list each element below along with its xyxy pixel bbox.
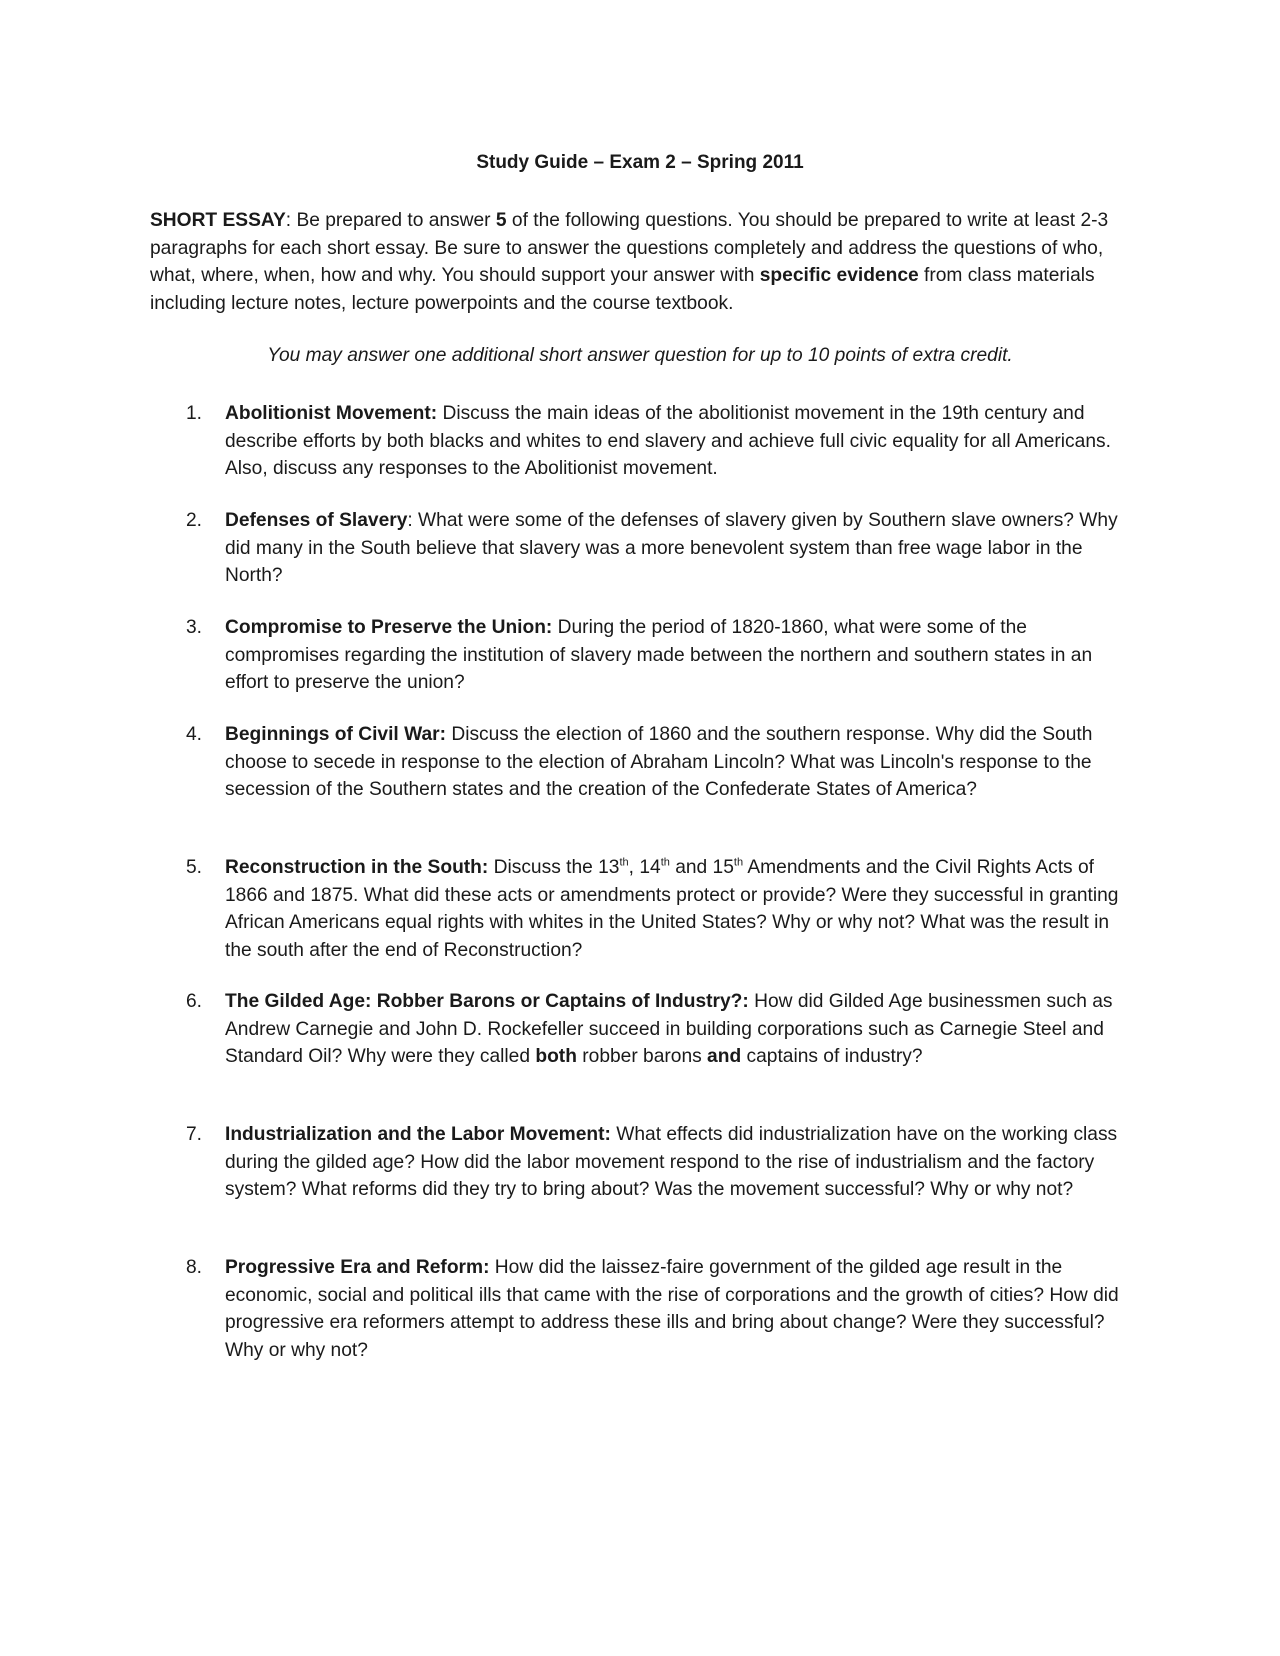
question-body-b: , 14 [628, 857, 661, 878]
question-text [225, 400, 1130, 483]
question-body: How did the laissez-faire government of the gilded age result in the economic, social and political ills that came with the rise of corporations and the growth of cities? How did progressive era reformers attempt to address these ills and bring about change? Were they successful? Why or why not? [225, 1257, 1119, 1361]
question-number: 6. [186, 991, 203, 1012]
question-body: Discuss the main ideas of the abolitionist movement in the 19th century and describe efforts by both blacks and whites to end slavery and achieve full civic equality for all Americans. Also, discuss any responses to the Abolitionist movement. [225, 403, 1111, 479]
question-heading: Compromise to Preserve the Union: [225, 617, 553, 638]
question-body: What effects did industrialization have on the working class during the gilded age? How did the labor movement respond to the rise of industrialism and the factory system? What reforms did they try to bring about? Was the movement successful? Why or why not? [225, 1124, 1118, 1200]
question-heading: Defenses of Slavery [225, 510, 408, 531]
intro-text-c: from class materials including lecture notes, lecture powerpoints and the course textbook. [150, 265, 1095, 314]
question-body: During the period of 1820-1860, what were some of the compromises regarding the institution of slavery made between the northern and southern states in an effort to preserve the union? [225, 617, 1093, 693]
question-body: Discuss the election of 1860 and the southern response. Why did the South choose to secede in response to the election of Abraham Lincoln? What was Lincoln's response to the secession of the Southern states and the creation of the Confederate States of America? [225, 724, 1093, 800]
question-heading: Abolitionist Movement: [225, 403, 438, 424]
question-body-c: captains of industry? [741, 1046, 923, 1067]
intro-text-b: of the following questions. You should be prepared to write at least 2-3 paragraphs for each short essay. Be sure to answer the questions completely and address the questions of who, what, where, when, how and why. You should support your answer with [150, 210, 1109, 286]
question-body-a: Discuss the 13 [488, 857, 620, 878]
intro-text-a: : Be prepared to answer [285, 210, 496, 231]
question-body-d: Amendments and the Civil Rights Acts of 1866 and 1875. What did these acts or amendments protect or provide? Were they successful in granting African Americans equal rights with whites in the United States? Why or why not? What was the result in the south after the end of Reconstruction? [225, 857, 1119, 961]
question-body-a: How did Gilded Age businessmen such as Andrew Carnegie and John D. Rockefeller succeed in building corporations such as Carnegie Steel and Standard Oil? Why were they called [225, 991, 1113, 1067]
question-body: : What were some of the defenses of slavery given by Southern slave owners? Why did many in the South believe that slavery was a more benevolent system than free wage labor in the North? [225, 510, 1118, 586]
question-text [225, 721, 1130, 804]
question-heading: The Gilded Age: Robber Barons or Captains of Industry?: [225, 991, 749, 1012]
question-text [225, 854, 1130, 964]
question-heading: Industrialization and the Labor Movement: [225, 1124, 611, 1145]
extra-credit-note: You may answer one additional short answer question for up to 10 points of extra credit. [267, 345, 1013, 366]
ordinal-suffix: th [660, 856, 670, 869]
question-heading: Progressive Era and Reform: [225, 1257, 490, 1278]
question-number: 8. [186, 1257, 203, 1278]
question-number: 5. [186, 857, 203, 878]
question-text [225, 614, 1130, 697]
question-number: 4. [186, 724, 203, 745]
question-number: 3. [186, 617, 203, 638]
question-number: 7. [186, 1124, 203, 1145]
ordinal-suffix: th [733, 856, 744, 869]
question-count: 5 [495, 210, 507, 231]
intro-emphasis: specific evidence [759, 265, 919, 286]
question-heading: Reconstruction in the South: [225, 857, 489, 878]
question-text [225, 1121, 1130, 1204]
question-text [225, 1254, 1130, 1364]
question-text [225, 507, 1130, 590]
question-bold-word: both [535, 1046, 577, 1067]
question-text [225, 988, 1130, 1071]
question-heading: Beginnings of Civil War: [225, 724, 447, 745]
ordinal-suffix: th [619, 856, 629, 869]
question-bold-word: and [707, 1046, 742, 1067]
question-number: 2. [186, 510, 203, 531]
question-body-b: robber barons [576, 1046, 708, 1067]
page-title: Study Guide – Exam 2 – Spring 2011 [476, 152, 804, 173]
question-number: 1. [186, 403, 203, 424]
short-essay-label: SHORT ESSAY [150, 210, 286, 231]
intro-paragraph [150, 207, 1130, 317]
question-body-c: and 15 [669, 857, 734, 878]
